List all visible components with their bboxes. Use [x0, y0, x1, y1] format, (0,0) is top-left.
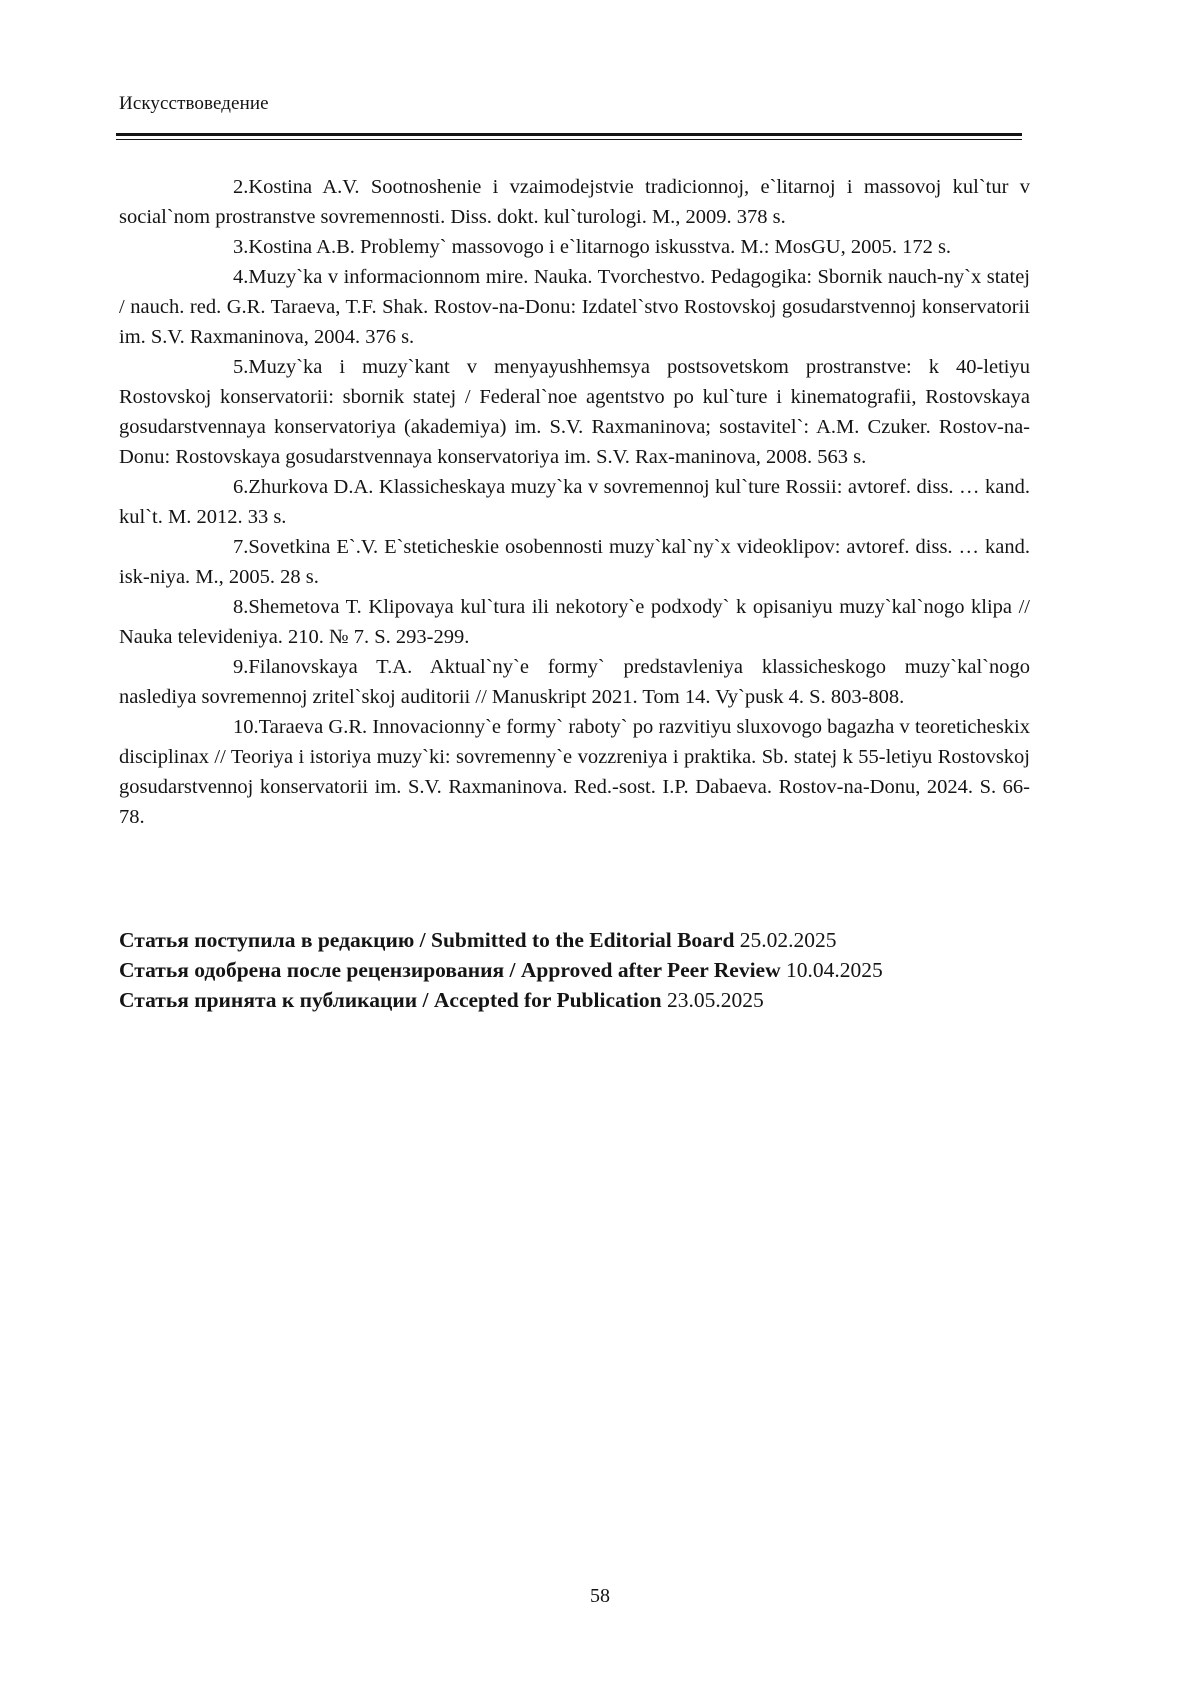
reference-item	[119, 652, 1030, 712]
reference-text: Kostina A.V. Sootnoshenie i vzaimodejstvie tradicionnoj, e`litarnoj i massovoj kul`tur v social`nom prostranstve sovremennosti. Diss. dokt. kul`turologi. M., 2009. 378 s.	[119, 176, 1030, 228]
running-head: Искусствоведение	[119, 93, 269, 114]
reference-number: 5.	[233, 356, 249, 378]
reference-list	[119, 172, 1030, 832]
reference-item	[119, 232, 1030, 262]
reference-number: 10.	[233, 716, 259, 738]
reference-text: Muzy`ka i muzy`kant v menyayushhemsya postsovetskom prostranstve: k 40-letiyu Rostovskoj konservatorii: sbornik statej / Federal`noe agentstvo po kul`ture i kinematografii, Rostovskaya gosudarstvennaya konservatoriya (akademiya) im. S.V. Raxmaninova; sostavitel`: A.M. Czuker. Rostov-na-Donu: Rostovskaya gosudarstvennaya konservatoriya im. S.V. Rax-maninova, 2008. 563 s.	[119, 356, 1030, 468]
date-value: 10.04.2025	[785, 958, 883, 982]
reference-item	[119, 262, 1030, 352]
submitted-date-line	[119, 925, 1069, 955]
reference-text: Sovetkina E`.V. E`steticheskie osobennosti muzy`kal`ny`x videoklipov: avtoref. diss. … kand. isk-niya. M., 2005. 28 s.	[119, 536, 1030, 588]
approved-date-line	[119, 955, 1069, 985]
reference-number: 2.	[233, 176, 249, 198]
reference-item	[119, 532, 1030, 592]
page-number: 58	[590, 1585, 610, 1607]
reference-item	[119, 472, 1030, 532]
date-label: Статья принята к публикации / Accepted for Publication	[119, 988, 662, 1012]
reference-number: 3.	[233, 236, 249, 258]
reference-text: Kostina A.B. Problemy` massovogo i e`litarnogo iskusstva. M.: MosGU, 2005. 172 s.	[248, 236, 952, 258]
reference-text: Muzy`ka v informacionnom mire. Nauka. Tvorchestvo. Pedagogika: Sbornik nauch-ny`x statej / nauch. red. G.R. Taraeva, T.F. Shak. Rostov-na-Donu: Izdatel`stvo Rostovskoj gosudarstvennoj konservatorii im. S.V. Raxmaninova, 2004. 376 s.	[119, 266, 1030, 348]
reference-text: Zhurkova D.A. Klassicheskaya muzy`ka v sovremennoj kul`ture Rossii: avtoref. diss. … kand. kul`t. M. 2012. 33 s.	[119, 476, 1030, 528]
reference-number: 6.	[233, 476, 249, 498]
reference-item	[119, 592, 1030, 652]
header-rule-thick	[116, 133, 1022, 136]
reference-item	[119, 352, 1030, 472]
reference-text: Filanovskaya T.A. Aktual`ny`e formy` predstavleniya klassicheskogo muzy`kal`nogo naslediya sovremennoj zritel`skoj auditorii // Manuskript 2021. Tom 14. Vy`pusk 4. S. 803-808.	[119, 656, 1030, 708]
reference-item	[119, 712, 1030, 832]
reference-number: 9.	[233, 656, 249, 678]
accepted-date-line	[119, 985, 1069, 1015]
publication-dates	[119, 925, 1069, 1015]
reference-text: Taraeva G.R. Innovacionny`e formy` raboty` po razvitiyu sluxovogo bagazha v teoreticheskix disciplinax // Teoriya i istoriya muzy`ki: sovremenny`e vozzreniya i praktika. Sb. statej k 55-letiyu Rostovskoj gosudarstvennoj konservatorii im. S.V. Raxmaninova. Red.-sost. I.P. Dabaeva. Rostov-na-Donu, 2024. S. 66-78.	[119, 716, 1030, 828]
date-value: 23.05.2025	[666, 988, 764, 1012]
date-label: Статья одобрена после рецензирования / Approved after Peer Review	[119, 958, 781, 982]
reference-number: 7.	[233, 536, 249, 558]
date-value: 25.02.2025	[739, 928, 837, 952]
reference-text: Shemetova T. Klipovaya kul`tura ili nekotory`e podxody` k opisaniyu muzy`kal`nogo klipa // Nauka televideniya. 210. № 7. S. 293-299.	[119, 596, 1030, 648]
reference-number: 8.	[233, 596, 249, 618]
date-label: Статья поступила в редакцию / Submitted to the Editorial Board	[119, 928, 735, 952]
reference-number: 4.	[233, 266, 249, 288]
reference-item	[119, 172, 1030, 232]
header-rule-thin	[116, 139, 1022, 140]
